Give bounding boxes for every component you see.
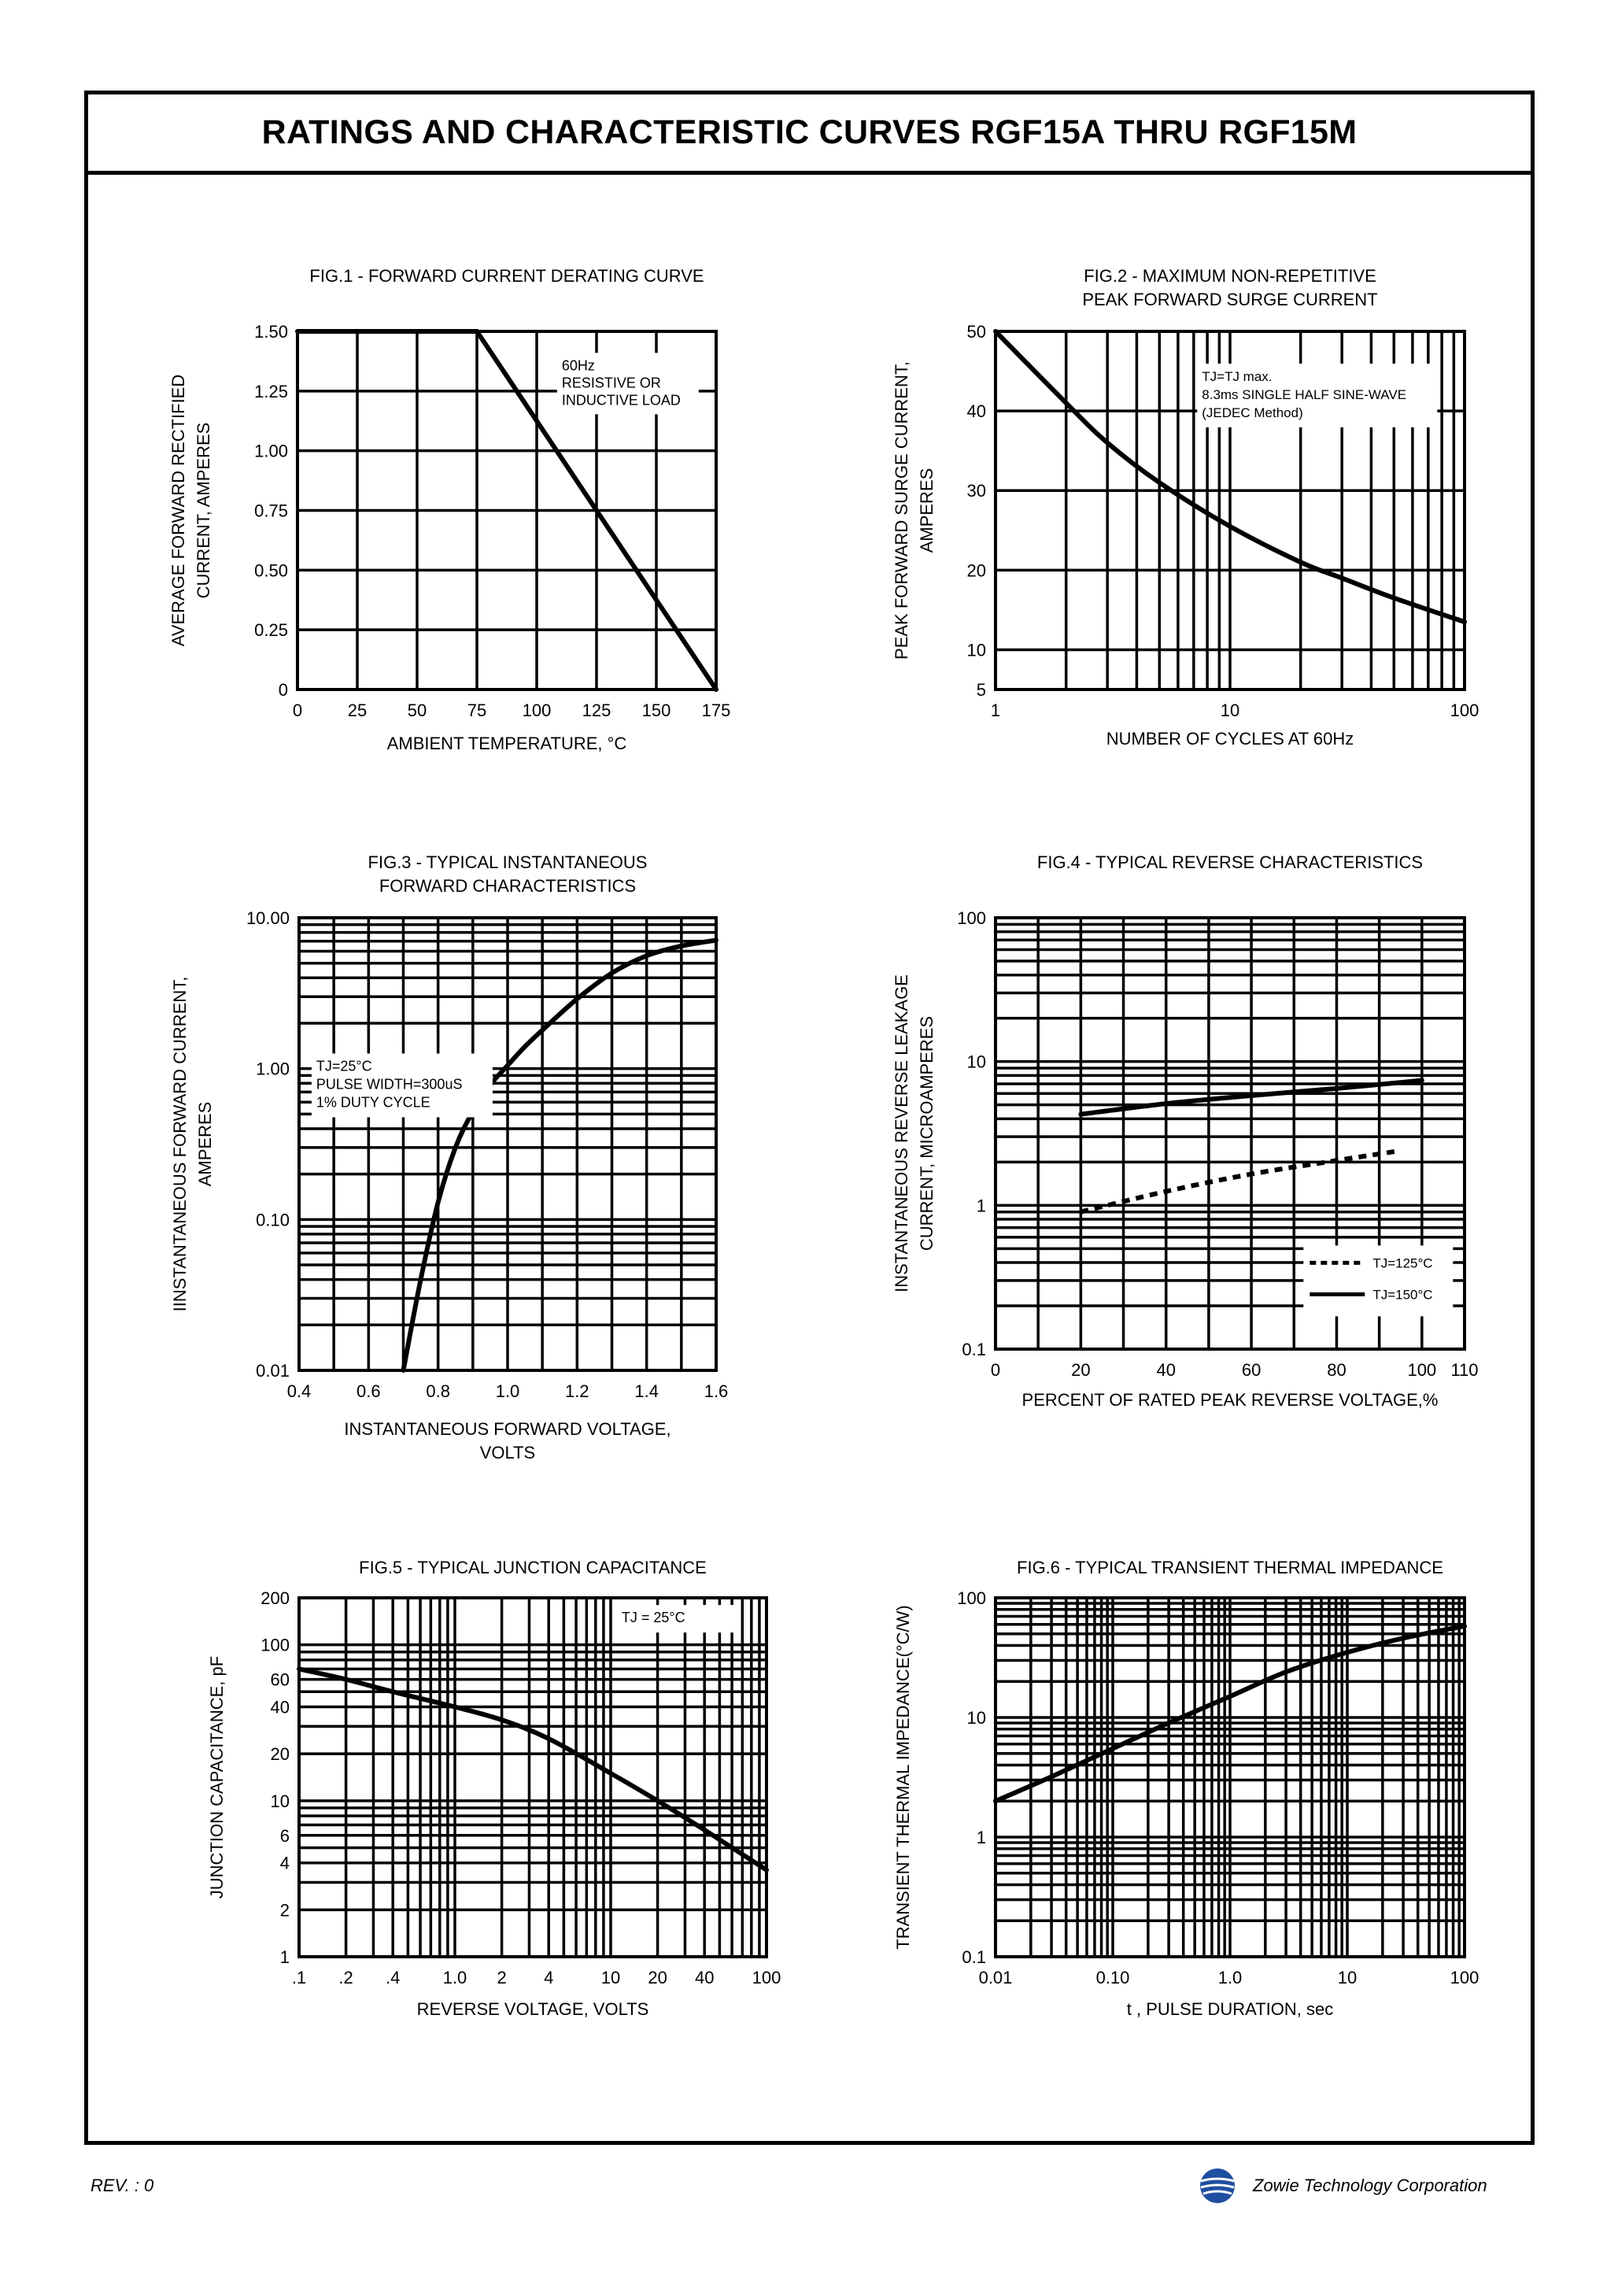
fig5-x-tick-label: .2 (338, 1968, 353, 1987)
fig4-x-tick-label: 110 (1450, 1360, 1479, 1380)
fig4-title: FIG.4 - TYPICAL REVERSE CHARACTERISTICS (1036, 852, 1424, 872)
fig1-annotation: RESISTIVE OR (561, 375, 661, 391)
fig5-annotation: TJ = 25°C (621, 1610, 685, 1626)
fig5-x-tick-label: .1 (291, 1968, 307, 1987)
fig6-title: FIG.6 - TYPICAL TRANSIENT THERMAL IMPEDANCE (1017, 1558, 1443, 1577)
fig1-y-tick-label: 0.25 (254, 620, 288, 641)
fig2-y-tick-label: 20 (966, 560, 986, 581)
fig1-x-tick-label: 25 (347, 701, 368, 720)
fig4-series-line (1081, 1151, 1400, 1212)
fig3-x-axis-label: INSTANTANEOUS FORWARD VOLTAGE, (344, 1419, 671, 1439)
fig1-x-tick-label: 125 (582, 701, 611, 720)
fig2-x-axis-label: NUMBER OF CYCLES AT 60Hz (1106, 729, 1354, 749)
revision-label: REV. : 0 (91, 2176, 154, 2195)
fig1-x-tick-label: 150 (641, 701, 671, 720)
fig5-y-tick-label: 40 (270, 1697, 290, 1717)
fig1-annotation: 60Hz (561, 357, 595, 374)
fig5-x-axis-label: REVERSE VOLTAGE, VOLTS (416, 1999, 649, 2019)
fig3-x-axis-label: VOLTS (479, 1443, 536, 1462)
fig4-y-tick-label: 1 (976, 1196, 986, 1216)
fig4-x-tick-label: 20 (1071, 1360, 1091, 1380)
fig2-title: FIG.2 - MAXIMUM NON-REPETITIVE (1084, 266, 1376, 286)
fig3-x-tick-label: 1.4 (634, 1381, 659, 1401)
fig3-title: FORWARD CHARACTERISTICS (379, 876, 637, 896)
page-title: RATINGS AND CHARACTERISTIC CURVES RGF15A THRU RGF15M (261, 113, 1358, 151)
fig2-title: PEAK FORWARD SURGE CURRENT (1082, 290, 1378, 309)
company-name: Zowie Technology Corporation (1253, 2176, 1487, 2195)
company-logo-icon (1198, 2166, 1237, 2205)
fig6-x-tick-label: 0.01 (978, 1968, 1013, 1987)
fig6-chart (893, 1558, 1479, 2019)
fig1-y-tick-label: 1.50 (254, 322, 288, 342)
fig1-y-axis-label: CURRENT, AMPERES (194, 422, 213, 599)
fig2-x-tick-label: 1 (990, 701, 1001, 720)
fig4-y-tick-label: 0.1 (962, 1340, 986, 1359)
fig3-y-axis-label: AMPERES (195, 1101, 215, 1187)
fig5-x-tick-label: 10 (600, 1968, 621, 1987)
fig1-title: FIG.1 - FORWARD CURRENT DERATING CURVE (309, 266, 704, 286)
fig4-y-axis-label: CURRENT, MICROAMPERES (917, 1015, 936, 1252)
fig2-y-tick-label: 50 (966, 322, 986, 342)
fig1-chart (168, 266, 730, 753)
fig3-y-tick-label: 0.01 (256, 1361, 290, 1381)
fig2-x-tick-label: 100 (1450, 701, 1479, 720)
fig6-y-tick-label: 1 (976, 1828, 986, 1847)
fig4-chart (892, 852, 1479, 1410)
fig5-y-axis-label: JUNCTION CAPACITANCE, pF (207, 1655, 227, 1899)
fig3-chart (170, 852, 728, 1462)
fig5-y-tick-label: 100 (260, 1635, 290, 1655)
fig3-series-line (404, 941, 717, 1370)
fig3-x-tick-label: 0.4 (286, 1381, 312, 1401)
fig5-x-tick-label: 20 (648, 1968, 667, 1987)
fig5-y-tick-label: 4 (279, 1853, 290, 1873)
fig5-y-tick-label: 10 (270, 1791, 290, 1811)
fig4-legend-label: TJ=150°C (1372, 1287, 1433, 1303)
fig1-y-tick-label: 1.00 (254, 441, 288, 461)
fig2-y-tick-label: 10 (966, 640, 986, 660)
fig4-x-axis-label: PERCENT OF RATED PEAK REVERSE VOLTAGE,% (1021, 1390, 1439, 1410)
fig5-y-tick-label: 60 (270, 1669, 290, 1690)
fig3-x-tick-label: 1.0 (495, 1381, 520, 1401)
fig1-x-tick-label: 100 (522, 701, 552, 720)
fig1-annotation: INDUCTIVE LOAD (561, 392, 681, 409)
fig5-y-tick-label: 200 (260, 1588, 290, 1608)
fig6-x-tick-label: 1.0 (1217, 1968, 1243, 1987)
fig6-y-tick-label: 0.1 (962, 1947, 986, 1967)
fig6-y-axis-label: TRANSIENT THERMAL IMPEDANCE(°C/W) (893, 1605, 913, 1950)
fig2-x-tick-label: 10 (1220, 701, 1240, 720)
fig3-y-tick-label: 1.00 (256, 1059, 290, 1079)
fig4-x-tick-label: 80 (1327, 1360, 1346, 1380)
fig2-y-axis-label: PEAK FORWARD SURGE CURRENT, (892, 361, 911, 660)
fig6-x-tick-label: 0.10 (1095, 1968, 1130, 1987)
fig6-x-tick-label: 100 (1450, 1968, 1479, 1987)
fig5-x-tick-label: 40 (694, 1968, 715, 1987)
fig2-y-axis-label: AMPERES (917, 468, 936, 553)
fig6-x-tick-label: 10 (1337, 1968, 1358, 1987)
fig5-y-tick-label: 6 (279, 1825, 290, 1846)
fig3-x-tick-label: 0.8 (426, 1381, 450, 1401)
fig1-y-tick-label: 0.75 (254, 501, 288, 521)
fig3-y-tick-label: 0.10 (256, 1210, 290, 1230)
fig6-x-axis-label: t , PULSE DURATION, sec (1126, 1999, 1334, 2019)
fig2-y-tick-label: 5 (976, 680, 986, 700)
fig5-y-tick-label: 20 (270, 1744, 290, 1765)
fig3-annotation: TJ=25°C (316, 1058, 372, 1074)
fig1-x-axis-label: AMBIENT TEMPERATURE, °C (386, 734, 627, 753)
fig5-x-tick-label: 1.0 (442, 1968, 467, 1987)
fig3-x-tick-label: 1.2 (565, 1381, 589, 1401)
fig4-legend-label: TJ=125°C (1372, 1255, 1433, 1271)
fig4-y-tick-label: 10 (966, 1052, 986, 1072)
fig3-x-tick-label: 0.6 (356, 1381, 381, 1401)
fig2-chart (892, 266, 1479, 749)
fig1-x-tick-label: 175 (701, 701, 731, 720)
fig3-annotation: PULSE WIDTH=300uS (316, 1076, 463, 1093)
fig2-annotation: TJ=TJ max. (1202, 368, 1273, 384)
fig1-y-tick-label: 1.25 (254, 381, 288, 401)
fig5-x-tick-label: 100 (752, 1968, 781, 1987)
fig2-y-tick-label: 30 (966, 481, 986, 501)
fig1-x-tick-label: 50 (407, 701, 427, 720)
fig4-x-tick-label: 100 (1407, 1360, 1437, 1380)
fig5-title: FIG.5 - TYPICAL JUNCTION CAPACITANCE (359, 1558, 707, 1577)
fig2-y-tick-label: 40 (966, 401, 986, 422)
fig4-x-tick-label: 0 (990, 1360, 1001, 1380)
fig2-annotation: (JEDEC Method) (1202, 405, 1303, 420)
fig5-x-tick-label: 4 (544, 1968, 554, 1987)
fig5-y-tick-label: 2 (279, 1900, 290, 1921)
fig3-y-tick-label: 10.00 (246, 908, 290, 928)
fig5-x-tick-label: 2 (497, 1968, 507, 1987)
fig5-y-tick-label: 1 (279, 1947, 290, 1967)
fig3-title: FIG.3 - TYPICAL INSTANTANEOUS (368, 852, 648, 872)
fig1-y-tick-label: 0.50 (254, 560, 288, 581)
fig1-x-tick-label: 0 (292, 701, 303, 720)
fig4-x-tick-label: 60 (1241, 1360, 1262, 1380)
fig3-x-tick-label: 1.6 (704, 1381, 729, 1401)
fig5-chart (207, 1558, 781, 2019)
fig6-y-tick-label: 10 (966, 1708, 986, 1728)
fig3-y-axis-label: IINSTANTANEOUS FORWARD CURRENT, (170, 976, 190, 1312)
fig3-annotation: 1% DUTY CYCLE (316, 1094, 430, 1111)
fig4-y-tick-label: 100 (957, 908, 986, 928)
fig4-y-axis-label: INSTANTANEOUS REVERSE LEAKAGE (892, 974, 911, 1292)
fig1-y-axis-label: AVERAGE FORWARD RECTIFIED (168, 374, 188, 647)
fig1-y-tick-label: 0 (278, 680, 288, 700)
fig2-annotation: 8.3ms SINGLE HALF SINE-WAVE (1202, 386, 1407, 402)
fig4-x-tick-label: 40 (1156, 1360, 1176, 1380)
fig5-series-line (299, 1669, 767, 1869)
fig5-x-tick-label: .4 (386, 1968, 401, 1987)
fig6-y-tick-label: 100 (957, 1588, 986, 1608)
fig1-x-tick-label: 75 (467, 701, 487, 720)
